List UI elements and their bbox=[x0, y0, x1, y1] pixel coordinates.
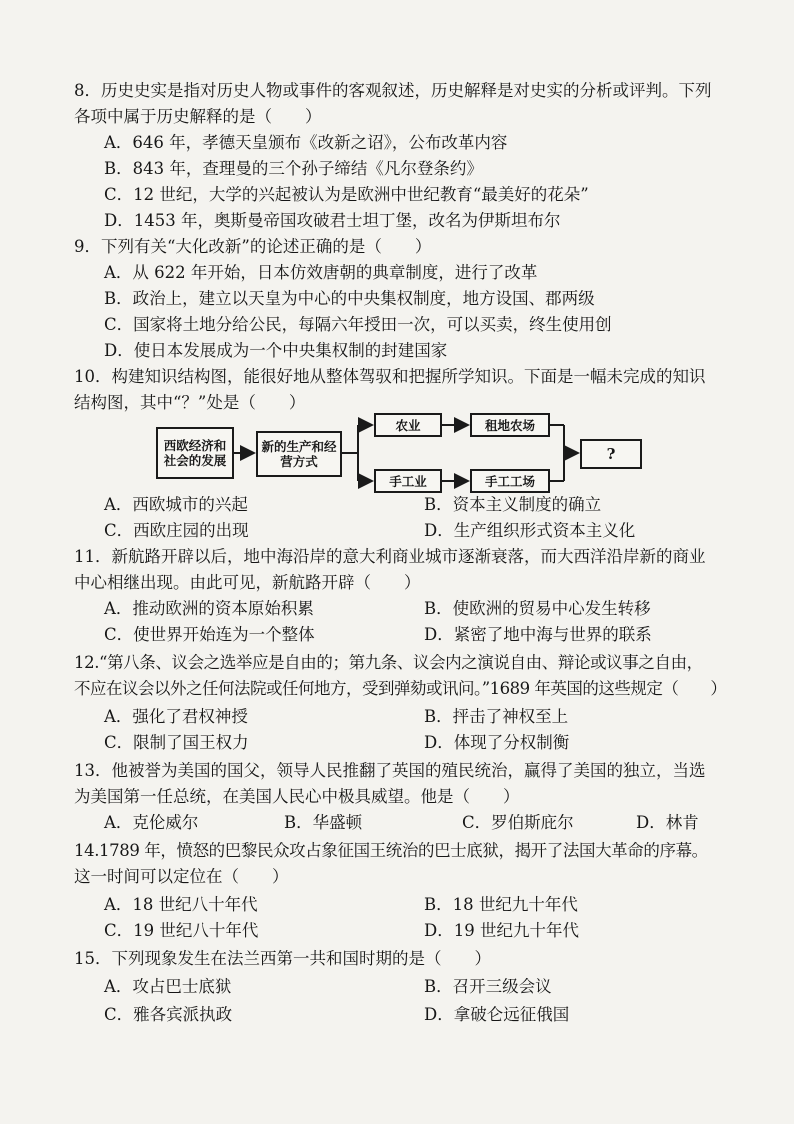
diagram-arrows bbox=[156, 413, 646, 495]
question-13-option-c: C．罗伯斯庇尔 bbox=[462, 813, 574, 832]
question-15-option-c: C．雅各宾派执政 bbox=[104, 1005, 233, 1024]
question-12-stem-line1: 12.“第八条、议会之选举应是自由的；第九条、议会内之演说自由、辩论或议事之自由， bbox=[74, 653, 703, 672]
question-11-option-c: C．使世界开始连为一个整体 bbox=[104, 625, 315, 644]
diagram-box-leased-farm: 租地农场 bbox=[470, 413, 550, 437]
question-13-option-a: A．克伦威尔 bbox=[104, 813, 199, 832]
question-9-option-a: A．从 622 年开始，日本仿效唐朝的典章制度，进行了改革 bbox=[104, 263, 538, 282]
question-13-stem-line1: 13．他被誉为美国的国父，领导人民推翻了英国的殖民统治，赢得了美国的独立，当选 bbox=[74, 761, 706, 780]
question-15-stem-line1: 15．下列现象发生在法兰西第一共和国时期的是（ ） bbox=[74, 949, 491, 968]
diagram-box-unknown: ? bbox=[580, 439, 642, 469]
question-9-stem-line1: 9．下列有关“大化改新”的论述正确的是（ ） bbox=[74, 237, 432, 256]
question-12-option-d: D．体现了分权制衡 bbox=[424, 733, 570, 752]
question-14-option-d: D．19 世纪九十年代 bbox=[424, 921, 579, 940]
question-12-option-b: B．抨击了神权至上 bbox=[424, 707, 569, 726]
question-8-option-a: A．646 年，孝德天皇颁布《改新之诏》，公布改革内容 bbox=[104, 133, 508, 152]
question-15-option-a: A．攻占巴士底狱 bbox=[104, 977, 232, 996]
diagram-box-workshop: 手工工场 bbox=[470, 469, 550, 493]
question-10-option-b: B．资本主义制度的确立 bbox=[424, 495, 602, 514]
question-11-option-b: B．使欧洲的贸易中心发生转移 bbox=[424, 599, 651, 618]
question-11-option-d: D．紧密了地中海与世界的联系 bbox=[424, 625, 652, 644]
question-15-option-d: D．拿破仑远征俄国 bbox=[424, 1005, 570, 1024]
question-8-stem-line2: 各项中属于历史解释的是（ ） bbox=[74, 107, 322, 126]
question-10 bbox=[74, 364, 774, 416]
question-9-option-c: C．国家将土地分给公民，每隔六年授田一次，可以买卖，终生使用创 bbox=[104, 315, 612, 334]
question-10-stem-line1: 10．构建知识结构图，能很好地从整体驾驭和把握所学知识。下面是一幅未完成的知识 bbox=[74, 367, 706, 386]
question-10-stem-line2: 结构图，其中“？”处是（ ） bbox=[74, 393, 306, 412]
question-10-option-c: C．西欧庄园的出现 bbox=[104, 521, 249, 540]
question-12-option-a: A．强化了君权神授 bbox=[104, 707, 248, 726]
question-10-option-a: A．西欧城市的兴起 bbox=[104, 495, 248, 514]
question-8-option-c: C．12 世纪，大学的兴起被认为是欧洲中世纪教育“最美好的花朵” bbox=[104, 185, 589, 204]
question-13-option-d: D．林肯 bbox=[636, 813, 699, 832]
question-14-option-b: B．18 世纪九十年代 bbox=[424, 895, 578, 914]
question-12 bbox=[74, 650, 774, 702]
question-13-stem-line2: 为美国第一任总统，在美国人民心中极具威望。他是（ ） bbox=[74, 787, 520, 806]
question-8-option-d: D．1453 年，奥斯曼帝国攻破君士坦丁堡，改名为伊斯坦布尔 bbox=[104, 211, 561, 230]
question-9-option-d: D．使日本发展成为一个中央集权制的封建国家 bbox=[104, 341, 448, 360]
question-11 bbox=[74, 544, 774, 596]
question-13 bbox=[74, 758, 774, 810]
question-15 bbox=[74, 946, 774, 972]
question-9-option-b: B．政治上，建立以天皇为中心的中央集权制度，地方设国、郡两级 bbox=[104, 289, 595, 308]
question-14 bbox=[74, 838, 774, 890]
question-11-stem-line2: 中心相继出现。由此可见，新航路开辟（ ） bbox=[74, 573, 421, 592]
question-8-stem-line1: 8．历史史实是指对历史人物或事件的客观叙述，历史解释是对史实的分析或评判。下列 bbox=[74, 81, 712, 100]
question-8-option-b: B．843 年，查理曼的三个孙子缔结《凡尔登条约》 bbox=[104, 159, 483, 178]
question-14-option-a: A．18 世纪八十年代 bbox=[104, 895, 258, 914]
diagram-box-agriculture: 农业 bbox=[374, 413, 442, 437]
diagram-box-economy: 西欧经济和社会的发展 bbox=[156, 427, 234, 479]
question-10-option-d: D．生产组织形式资本主义化 bbox=[424, 521, 636, 540]
question-14-option-c: C．19 世纪八十年代 bbox=[104, 921, 259, 940]
question-14-stem-line1: 14.1789 年，愤怒的巴黎民众攻占象征国王统治的巴士底狱，揭开了法国大革命的序幕。 bbox=[74, 841, 708, 860]
question-11-stem-line1: 11．新航路开辟以后，地中海沿岸的意大利商业城市逐渐衰落，而大西洋沿岸新的商业 bbox=[74, 547, 706, 566]
question-15-option-b: B．召开三级会议 bbox=[424, 977, 552, 996]
question-14-stem-line2: 这一时间可以定位在（ ） bbox=[74, 867, 289, 886]
question-13-option-b: B．华盛顿 bbox=[284, 813, 363, 832]
question-11-option-a: A．推动欧洲的资本原始积累 bbox=[104, 599, 314, 618]
question-9 bbox=[74, 234, 774, 260]
question-12-option-c: C．限制了国王权力 bbox=[104, 733, 249, 752]
diagram-box-new-mode: 新的生产和经营方式 bbox=[256, 431, 342, 477]
knowledge-structure-diagram bbox=[156, 413, 646, 495]
diagram-box-handicraft: 手工业 bbox=[374, 469, 442, 493]
question-8 bbox=[74, 78, 774, 130]
question-12-stem-line2: 不应在议会以外之任何法院或任何地方，受到弹劾或讯问。”1689 年英国的这些规定（ ） bbox=[74, 679, 727, 698]
